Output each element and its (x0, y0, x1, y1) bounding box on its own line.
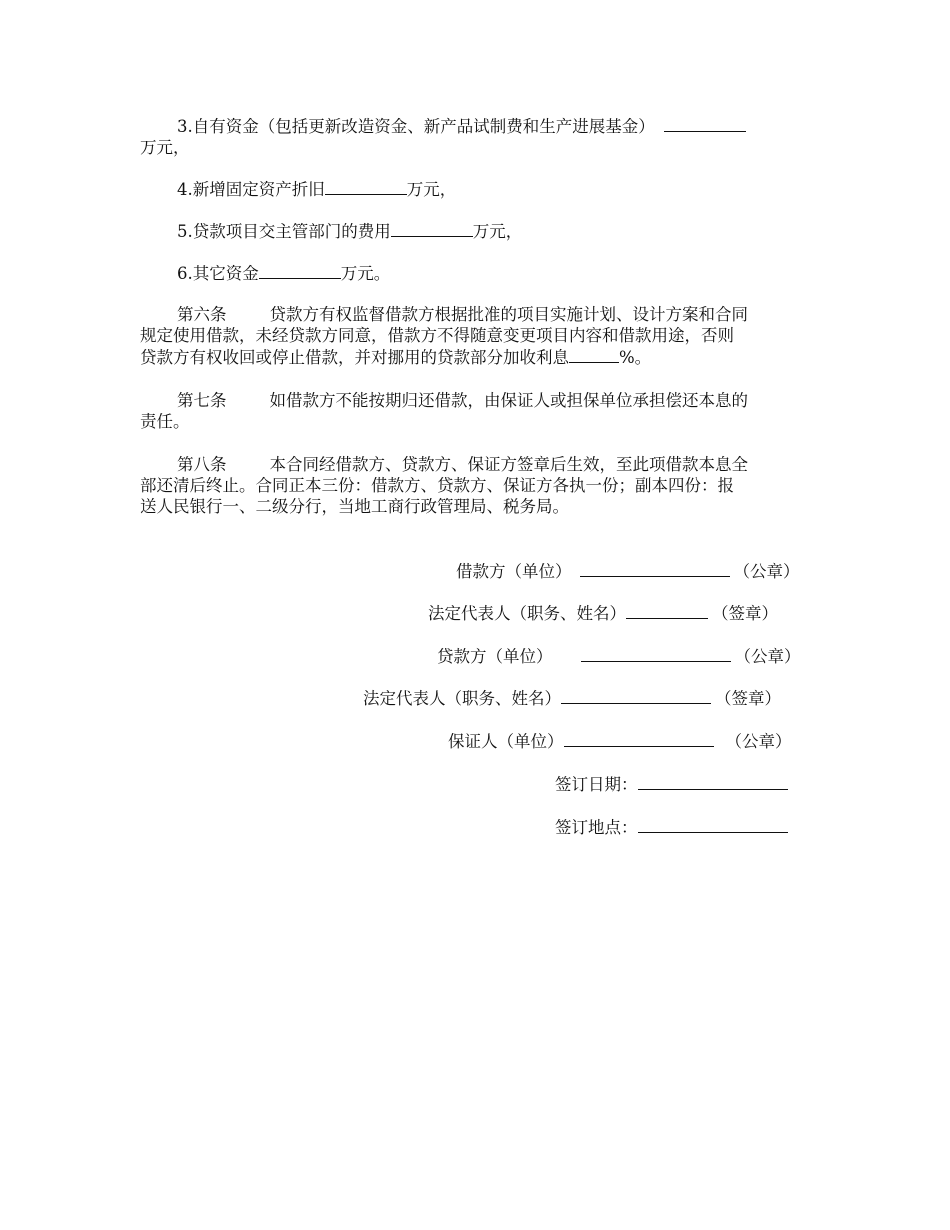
sig-guarantor-label: 保证人（单位） (448, 732, 564, 751)
article-7-text-1: 如借款方不能按期归还借款，由保证人或担保单位承担偿还本息的 (269, 391, 748, 410)
sig-place-blank (638, 816, 788, 833)
item-4-blank (325, 178, 407, 195)
item-5-blank (391, 220, 473, 237)
article-7-text-2: 责任。 (140, 412, 190, 431)
article-8-line-1 (177, 454, 748, 476)
sig-date-label: 签订日期： (555, 775, 638, 794)
article-7-title: 第七条 (177, 391, 227, 410)
article-7-line-2 (140, 411, 190, 433)
article-7-line-1 (177, 390, 748, 412)
sig-guarantor-seal: （公章） (725, 732, 792, 751)
article-6-title: 第六条 (177, 305, 227, 324)
item-3-unit-text: 万元， (140, 138, 190, 157)
article-8-line-3 (140, 496, 569, 518)
percent-sign: %。 (619, 348, 652, 367)
sig-lender-rep-blank (561, 687, 711, 704)
item-3-text: 3.自有资金（包括更新改造资金、新产品试制费和生产进展基金） (177, 117, 655, 136)
sig-lender-blank (581, 645, 731, 662)
item-6-blank (259, 262, 341, 279)
item-4 (177, 178, 456, 201)
article-6-text-3: 贷款方有权收回或停止借款，并对挪用的贷款部分加收利息 (140, 348, 569, 367)
sig-borrower-label: 借款方（单位） (456, 562, 572, 581)
sig-borrower-rep-seal: （签章） (712, 604, 778, 623)
sig-lender-label: 贷款方（单位） (437, 647, 553, 666)
article-6-line-2 (140, 325, 734, 347)
sig-borrower-blank (580, 560, 730, 577)
item-6 (177, 262, 390, 285)
sig-borrower-rep-blank (626, 602, 708, 619)
sig-lender-rep (363, 687, 781, 710)
item-3 (177, 115, 746, 138)
sig-place-label: 签订地点： (555, 818, 638, 837)
item-6-text: 6.其它资金 (177, 264, 259, 283)
article-8-text-3: 送人民银行一、二级分行，当地工商行政管理局、税务局。 (140, 497, 569, 516)
sig-guarantor-blank (564, 730, 714, 747)
item-3-unit (140, 137, 190, 159)
article-6-line-3 (140, 346, 651, 369)
article-6-text-1: 贷款方有权监督借款方根据批准的项目实施计划、设计方案和合同 (269, 305, 748, 324)
item-3-blank (664, 115, 746, 132)
sig-borrower (456, 560, 800, 583)
sig-place (555, 816, 788, 839)
article-8-line-2 (140, 475, 734, 497)
item-4-text: 4.新增固定资产折旧 (177, 180, 325, 199)
article-8-text-2: 部还清后终止。合同正本三份：借款方、贷款方、保证方各执一份；副本四份：报 (140, 476, 734, 495)
sig-lender-seal: （公章） (734, 647, 801, 666)
sig-lender (437, 645, 801, 668)
article-6-line-1 (177, 304, 748, 326)
article-8-title: 第八条 (177, 455, 227, 474)
sig-date (555, 773, 788, 796)
sig-date-blank (638, 773, 788, 790)
article-8-text-1: 本合同经借款方、贷款方、保证方签章后生效，至此项借款本息全 (269, 455, 748, 474)
item-5 (177, 220, 522, 243)
interest-rate-blank (569, 346, 619, 363)
sig-borrower-rep-label: 法定代表人（职务、姓名） (428, 604, 626, 623)
sig-lender-rep-seal: （签章） (715, 689, 781, 708)
item-6-unit: 万元。 (340, 264, 391, 283)
article-6-text-2: 规定使用借款，未经贷款方同意，借款方不得随意变更项目内容和借款用途，否则 (140, 326, 734, 345)
sig-lender-rep-label: 法定代表人（职务、姓名） (363, 689, 561, 708)
sig-guarantor (448, 730, 792, 753)
item-5-text: 5.贷款项目交主管部门的费用 (177, 222, 391, 241)
sig-borrower-rep (428, 602, 778, 625)
item-4-unit: 万元， (406, 180, 457, 199)
item-5-unit: 万元， (472, 222, 523, 241)
sig-borrower-seal: （公章） (733, 562, 800, 581)
